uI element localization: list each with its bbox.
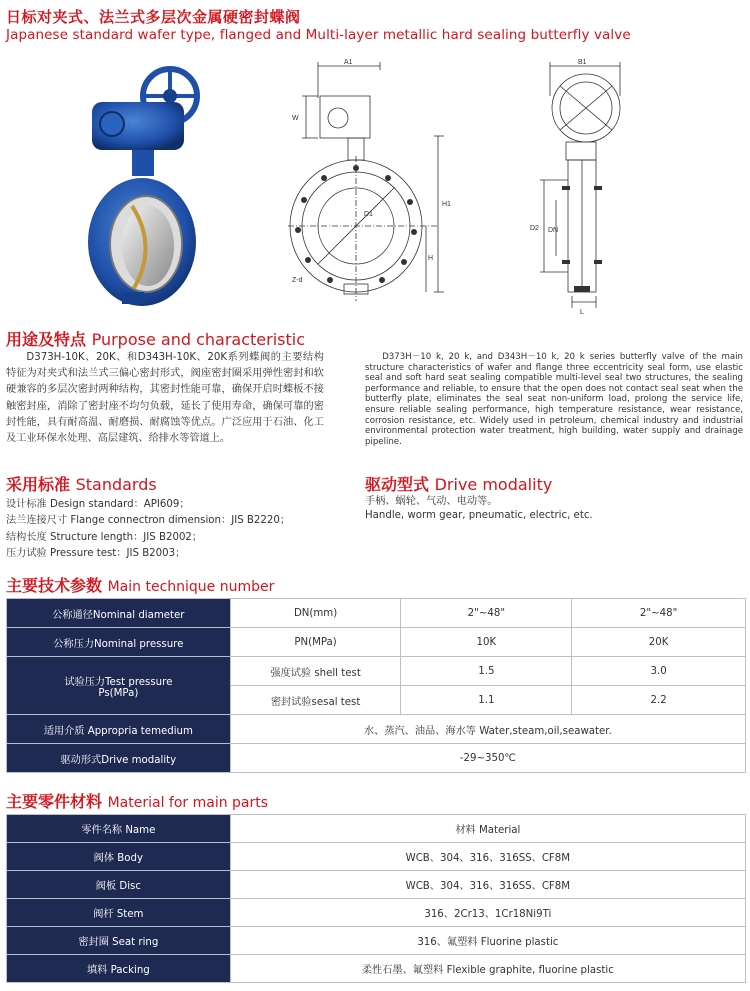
- tech-heading: [6, 573, 274, 596]
- materials-heading-en: Material for main parts: [107, 795, 269, 811]
- row-label: 阀杆 Stem: [7, 899, 231, 927]
- table-cell: WCB、304、316、316SS、CF8M: [230, 871, 745, 899]
- standards-heading-cn: 采用标准: [6, 475, 71, 494]
- list-item: 设计标准 Design standard：API609；: [6, 499, 190, 510]
- table-cell: WCB、304、316、316SS、CF8M: [230, 843, 745, 871]
- dim-a1: A1: [344, 59, 353, 66]
- row-label: 密封圈 Seat ring: [7, 927, 231, 955]
- materials-heading-cn: 主要零件材料: [6, 792, 103, 811]
- table-row: [7, 599, 746, 628]
- standards-heading: [6, 472, 157, 495]
- row-label: 公称通径Nominal diameter: [7, 599, 231, 628]
- table-cell: PN(MPa): [230, 628, 401, 657]
- table-cell: 20K: [572, 628, 746, 657]
- drive-text-en: Handle, worm gear, pneumatic, electric, etc.: [365, 510, 593, 521]
- drive-text-cn: 手柄、蜗轮、气动、电动等。: [365, 496, 498, 507]
- table-cell: 水、蒸汽、油品、海水等 Water,steam,oil,seawater.: [230, 715, 745, 744]
- standards-list: [6, 497, 290, 563]
- table-cell: 10K: [401, 628, 572, 657]
- table-row: [7, 657, 746, 686]
- standards-heading-en: Standards: [75, 475, 157, 494]
- dim-d2: D2: [530, 225, 539, 232]
- table-cell: 强度试验 shell test: [230, 657, 401, 686]
- materials-table: [6, 814, 746, 983]
- table-cell: 2"~48": [401, 599, 572, 628]
- row-label: 公称压力Nominal pressure: [7, 628, 231, 657]
- dim-zd: Z-d: [292, 277, 303, 284]
- purpose-heading-cn: 用途及特点: [6, 330, 87, 349]
- tech-heading-cn: 主要技术参数: [6, 576, 103, 595]
- table-cell: 316、2Cr13、1Cr18Ni9Ti: [230, 899, 745, 927]
- dim-dn: DN: [548, 227, 559, 234]
- tech-heading-en: Main technique number: [107, 579, 275, 595]
- column-header: 零件名称 Name: [7, 815, 231, 843]
- table-cell: DN(mm): [230, 599, 401, 628]
- table-cell: 密封试验sesal test: [230, 686, 401, 715]
- dim-h: H: [428, 255, 434, 262]
- row-label: [7, 657, 231, 715]
- dim-b1: B1: [578, 59, 587, 66]
- table-row: [7, 715, 746, 744]
- list-item: 法兰连接尺寸 Flange connectron dimension：JIS B2220；: [6, 515, 291, 527]
- drive-heading-en: Drive modality: [434, 475, 553, 494]
- tech-table: [6, 598, 746, 773]
- table-row: [7, 628, 746, 657]
- purpose-heading: [6, 327, 305, 350]
- table-row: [7, 744, 746, 773]
- table-row: [7, 899, 746, 927]
- side-view-drawing: [520, 56, 630, 316]
- purpose-text-cn: D373H-10K、20K、和D343H-10K、20K系列蝶阀的主要结构特征为对夹式和法兰式三偏心密封形式，阀座密封圈采用弹性密封和软硬兼容的多层次密封两种结构，其密封性能可靠，确保开启时蝶板不接触密封座，消除了密封座不均匀负载，延长了使用寿命，确保可靠的密封性能，具有耐高温、耐磨损、耐腐蚀等优点。广泛应用于石油、化工及工业环保水处理、高层建筑、给排水等管道上。: [6, 352, 324, 445]
- purpose-heading-en: Purpose and characteristic: [91, 330, 305, 349]
- drive-heading: [365, 472, 552, 495]
- page-title-en: Japanese standard wafer type, flanged and Multi-layer metallic hard sealing butterfly valve: [6, 27, 631, 43]
- table-cell: 3.0: [572, 657, 746, 686]
- column-header: 材料 Material: [230, 815, 745, 843]
- table-cell: 2.2: [572, 686, 746, 715]
- row-label: 阀板 Disc: [7, 871, 231, 899]
- materials-heading: [6, 789, 268, 812]
- table-row: [7, 815, 746, 843]
- table-cell: 1.5: [401, 657, 572, 686]
- table-cell: -29~350℃: [230, 744, 745, 773]
- table-row: [7, 871, 746, 899]
- dim-w: W: [292, 115, 299, 122]
- table-cell: 1.1: [401, 686, 572, 715]
- dim-d1: D1: [364, 211, 373, 218]
- list-item: 压力试验 Pressure test：JIS B2003；: [6, 548, 186, 560]
- valve-photo: [82, 66, 232, 306]
- table-cell: 柔性石墨、氟塑料 Flexible graphite, fluorine plastic: [230, 955, 745, 983]
- table-cell: 2"~48": [572, 599, 746, 628]
- dim-l: L: [580, 309, 584, 316]
- row-label-line: 试验压力Test pressure: [64, 676, 173, 688]
- row-label: 阀体 Body: [7, 843, 231, 871]
- page-title-cn: 日标对夹式、法兰式多层次金属硬密封蝶阀: [6, 8, 301, 26]
- purpose-text-en: D373H－10 k, 20 k, and D343H－10 k, 20 k series butterfly valve of the main structure characteristics of wafer and flange three eccentricity seal form, use elastic seal and soft hard seat sealing compatible multi-level seal two structures, the sealing performance and reliable, to ensure that the open does not contact seal seat when the butterfly plate, eliminates the seal seat non-uniform load, prolong the service life, ensure reliable sealing performance, high temperature resistance, wear resistance, corrosion resistance, etc. Widely used in petroleum, chemical industry and industrial environmental protection water treatment, high building, water supply and drainage pipeline.: [365, 352, 743, 447]
- drive-heading-cn: 驱动型式: [365, 475, 430, 494]
- row-label: 适用介质 Appropria temedium: [7, 715, 231, 744]
- dim-h1: H1: [442, 201, 451, 208]
- drive-text: [365, 495, 593, 523]
- row-label-line: Ps(MPa): [98, 687, 139, 699]
- row-label: 填料 Packing: [7, 955, 231, 983]
- table-row: [7, 955, 746, 983]
- row-label: 驱动形式Drive modality: [7, 744, 231, 773]
- table-row: [7, 843, 746, 871]
- list-item: 结构长度 Structure length：JIS B2002；: [6, 531, 203, 543]
- table-cell: 316、氟塑料 Fluorine plastic: [230, 927, 745, 955]
- front-view-drawing: [288, 56, 468, 306]
- table-row: [7, 927, 746, 955]
